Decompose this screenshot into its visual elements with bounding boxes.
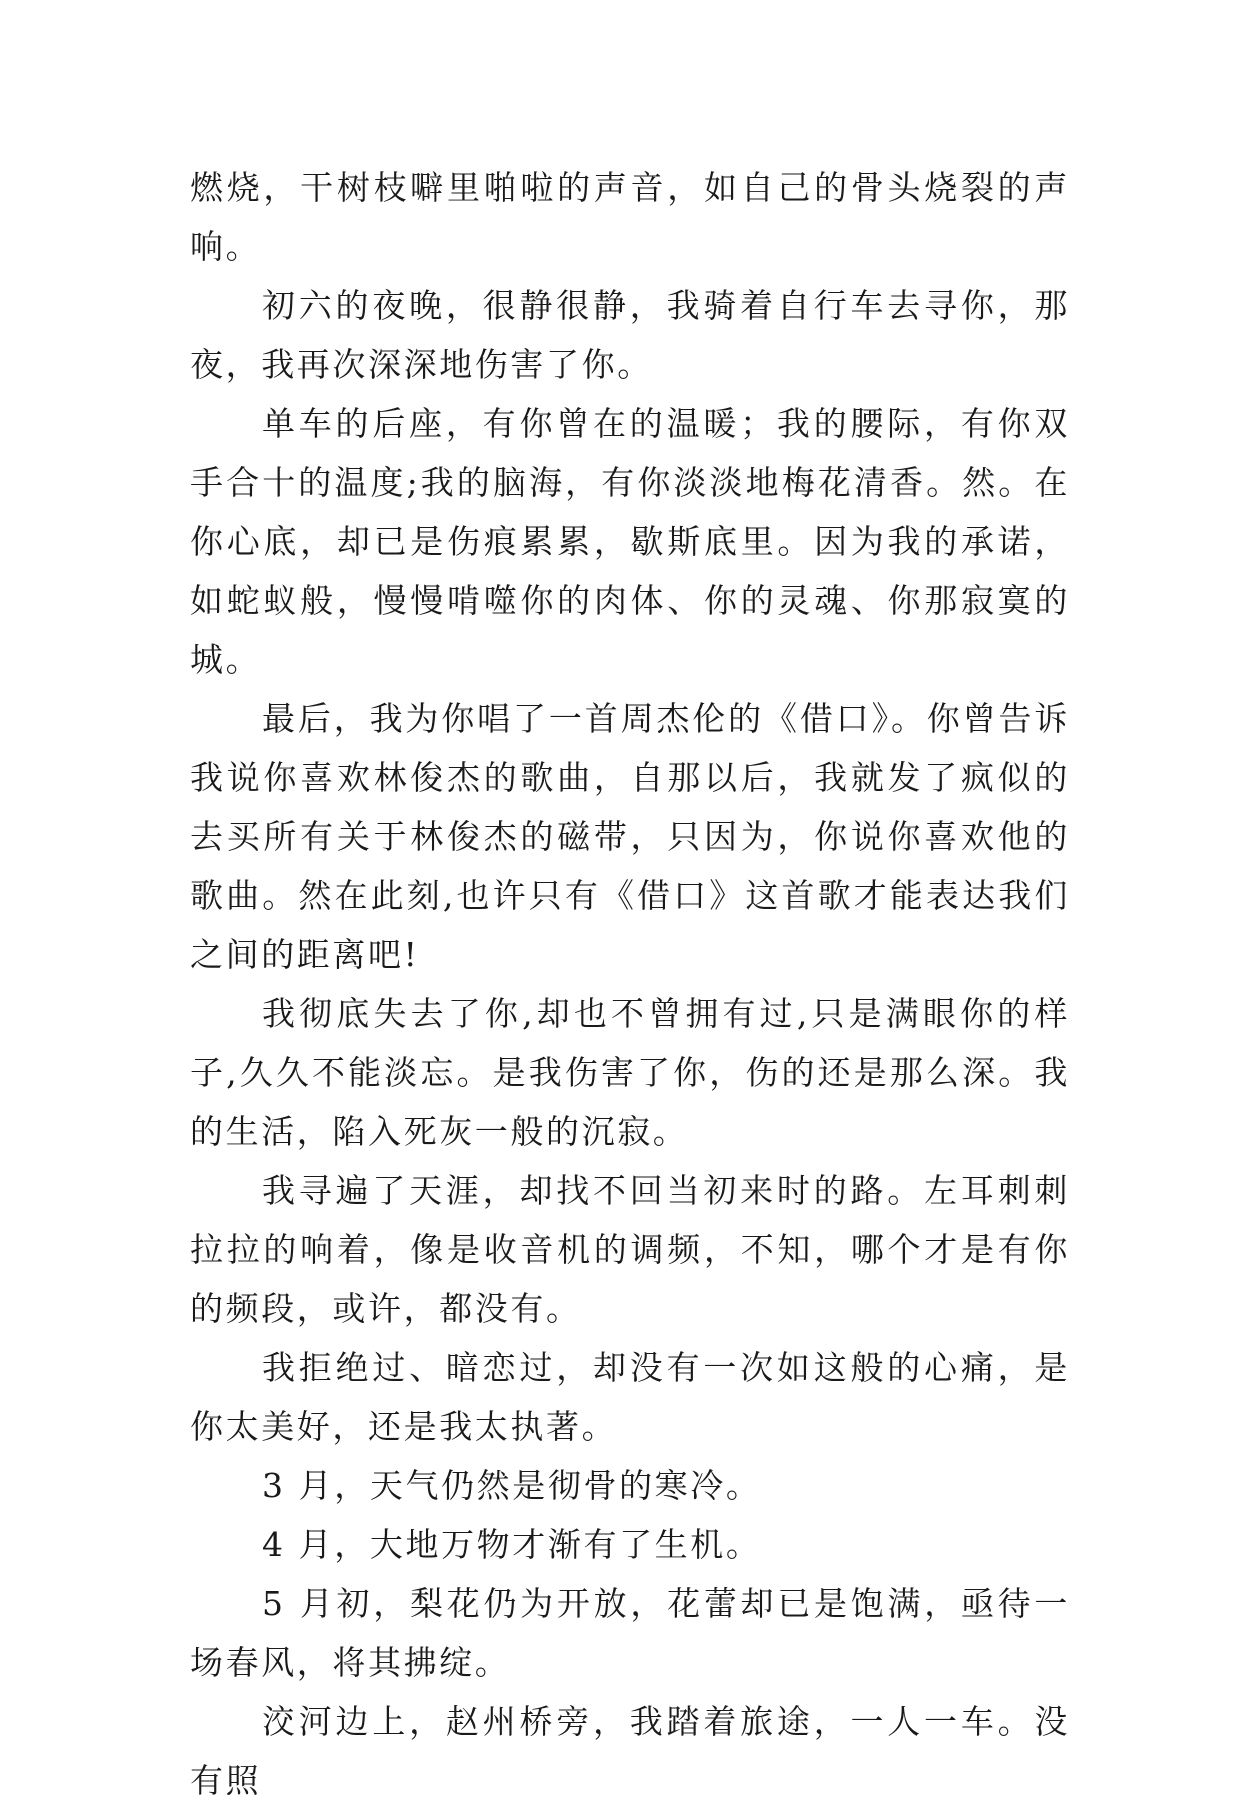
paragraph-9: 4 月，大地万物才渐有了生机。 — [262, 1525, 762, 1564]
paragraph-2: 初六的夜晚，很静很静，我骑着自行车去寻你，那夜，我再次深深地伤害了你。 — [190, 286, 1070, 384]
paragraph-8: 3 月，天气仍然是彻骨的寒冷。 — [262, 1466, 762, 1505]
paragraph-4: 最后，我为你唱了一首周杰伦的《借口》。你曾告诉我说你喜欢林俊杰的歌曲，自那以后，我就发了疯似的去买所有关于林俊杰的磁带，只因为，你说你喜欢他的歌曲。然在此刻,也许只有《借口》这首歌才能表达我们之间的距离吧! — [190, 699, 1070, 974]
paragraph-6: 我寻遍了天涯，却找不回当初来时的路。左耳刺刺拉拉的响着，像是收音机的调频，不知，哪个才是有你的频段，或许，都没有。 — [190, 1171, 1070, 1328]
paragraph-3: 单车的后座，有你曾在的温暖；我的腰际，有你双手合十的温度;我的脑海，有你淡淡地梅花清香。然。在你心底，却已是伤痕累累，歇斯底里。因为我的承诺，如蛇蚁般，慢慢啃噬你的肉体、你的灵魂、你那寂寞的城。 — [190, 404, 1070, 679]
paragraph-5: 我彻底失去了你,却也不曾拥有过,只是满眼你的样子,久久不能淡忘。是我伤害了你，伤的还是那么深。我的生活，陷入死灰一般的沉寂。 — [190, 994, 1070, 1151]
paragraph-11: 洨河边上，赵州桥旁，我踏着旅途，一人一车。没有照 — [190, 1702, 1070, 1800]
document-body — [190, 158, 1070, 1810]
paragraph-1: 燃烧，干树枝噼里啪啦的声音，如自己的骨头烧裂的声响。 — [190, 168, 1070, 266]
paragraph-7: 我拒绝过、暗恋过，却没有一次如这般的心痛，是你太美好，还是我太执著。 — [190, 1348, 1070, 1446]
paragraph-10: 5 月初，梨花仍为开放，花蕾却已是饱满，亟待一场春风，将其拂绽。 — [190, 1584, 1070, 1682]
